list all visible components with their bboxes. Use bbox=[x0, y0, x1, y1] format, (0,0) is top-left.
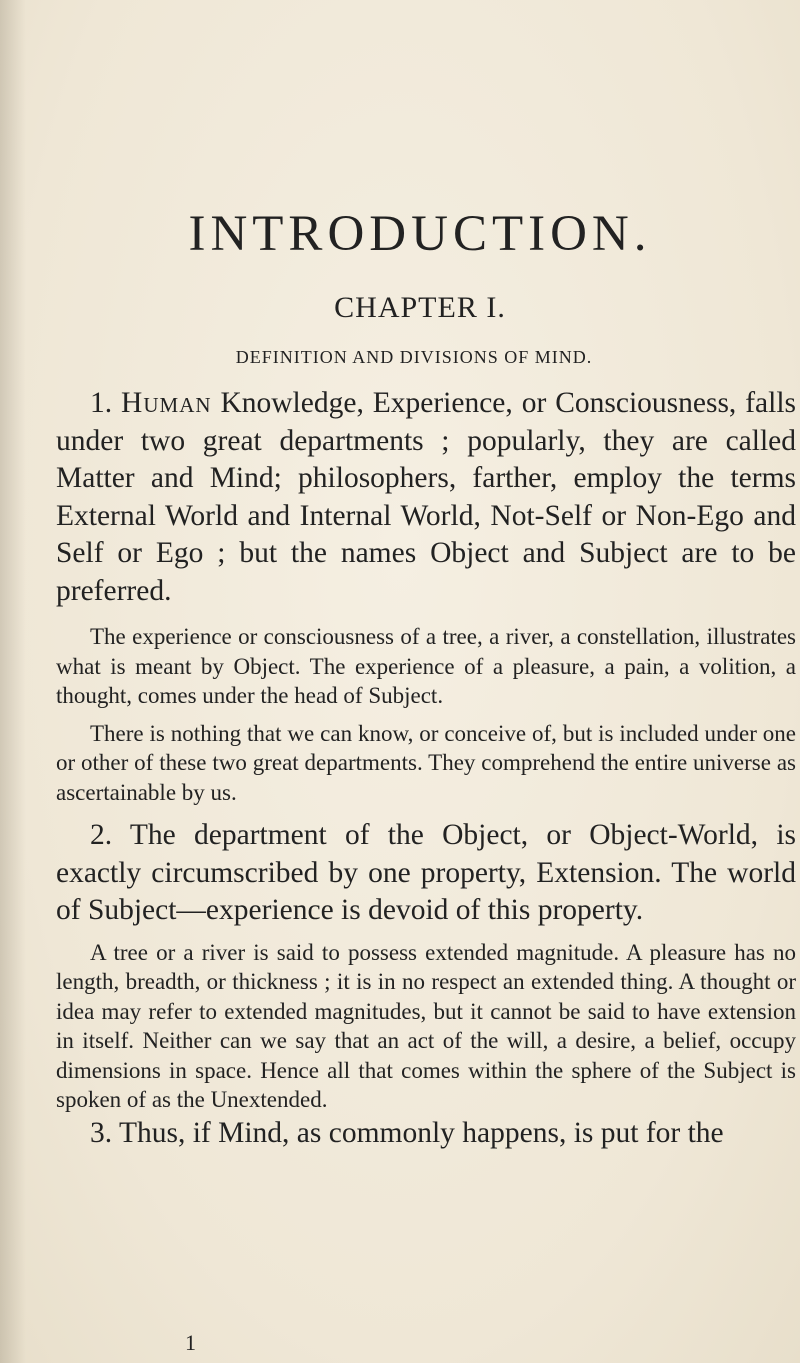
lead-word: Human bbox=[121, 387, 212, 419]
section-1-notes bbox=[56, 622, 796, 807]
paragraph-3: There is nothing that we can know, or conceive of, but is included under one or other of these two great departments. They comprehend the entire universe as ascertainable by us. bbox=[56, 720, 796, 805]
section-1 bbox=[56, 385, 796, 610]
section-2-notes bbox=[56, 938, 796, 1115]
paragraph-1 bbox=[56, 385, 796, 610]
section-2 bbox=[56, 817, 796, 930]
chapter-subtitle: DEFINITION AND DIVISIONS OF MIND. bbox=[235, 347, 593, 367]
section-number: 1. bbox=[90, 387, 113, 419]
page-body bbox=[56, 385, 796, 1152]
paragraph-4: 2. The department of the Object, or Object-World, is exactly circumscribed by one property, Extension. The world of Subject—experience is devoid of this property. bbox=[56, 819, 796, 926]
section-3 bbox=[56, 1115, 796, 1153]
chapter-heading: CHAPTER I. bbox=[334, 291, 506, 324]
paragraph-5: A tree or a river is said to possess extended magnitude. A pleasure has no length, breadth, or thickness ; it is in no respect an extended thing. A thought or idea may refer to extended magnitudes, but it cannot be said to have extension in itself. Neither can we say that an act of the will, a desire, a belief, occupy dimensions in space. Hence all that comes within the sphere of the Subject is spoken of as the Unextended. bbox=[56, 939, 796, 1112]
paragraph-1-text: Knowledge, Experience, or Consciousness, falls under two great departments ; popularly, they are called Matter and Mind; philosophers, farther, employ the terms External World and Internal World, Not-Self or Non-Ego and Self or Ego ; but the names Object and Subject are to be preferred. bbox=[56, 387, 797, 607]
page-number: 1 bbox=[185, 1330, 196, 1355]
paragraph-2: The experience or consciousness of a tree, a river, a constellation, illustrates what is meant by Object. The experience of a pleasure, a pain, a volition, a thought, comes under the head of Subject. bbox=[56, 624, 796, 708]
page-title: INTRODUCTION. bbox=[188, 206, 652, 262]
paragraph-6: 3. Thus, if Mind, as commonly happens, is put for the bbox=[90, 1116, 724, 1149]
